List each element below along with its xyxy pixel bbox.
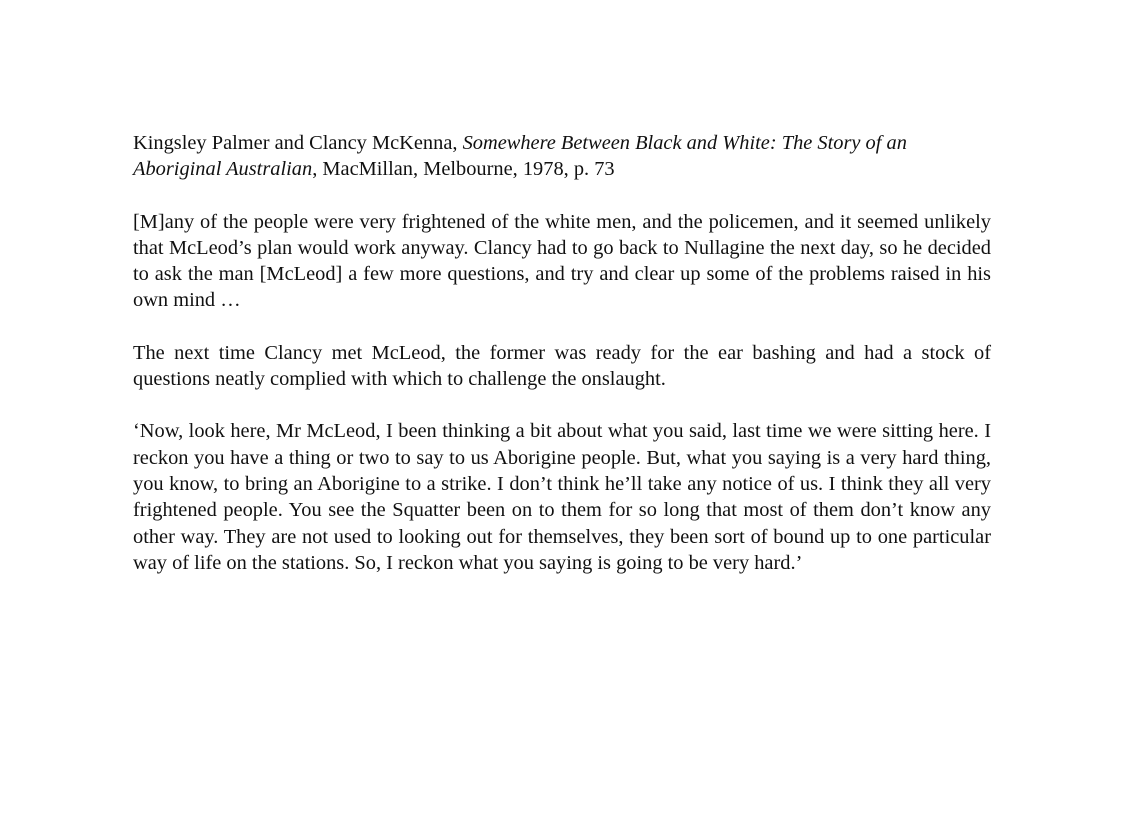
citation-title: Somewhere Between Black and White: The Story of an Aboriginal Australian (133, 132, 907, 181)
citation-authors: Kingsley Palmer and Clancy McKenna, (133, 132, 463, 154)
paragraph-1: [M]any of the people were very frightened of the white men, and the policemen, and it seemed unlikely that McLeod’s plan would work anyway. Clancy had to go back to Nullagine the next day, so he decided to ask the man [McLeod] a few more questions, and try and clear up some of the problems raised in his own mind … (133, 210, 991, 312)
citation (133, 130, 991, 183)
document-page (133, 130, 991, 602)
citation-publication: , MacMillan, Melbourne, 1978, p. 73 (312, 158, 615, 181)
paragraph-3: ‘Now, look here, Mr McLeod, I been thinking a bit about what you said, last time we were sitting here. I reckon you have a thing or two to say to us Aborigine people. But, what you saying is a very hard thing, you know, to bring an Aborigine to a strike. I don’t think he’ll take any notice of us. I think they all very frightened people. You see the Squatter been on to them for so long that most of them don’t know any other way. They are not used to looking out for themselves, they been sort of bound up to one particular way of life on the stations. So, I reckon what you saying is going to be very hard.’ (133, 420, 991, 574)
paragraph-2: The next time Clancy met McLeod, the former was ready for the ear bashing and had a stock of questions neatly complied with which to challenge the onslaught. (133, 341, 991, 391)
